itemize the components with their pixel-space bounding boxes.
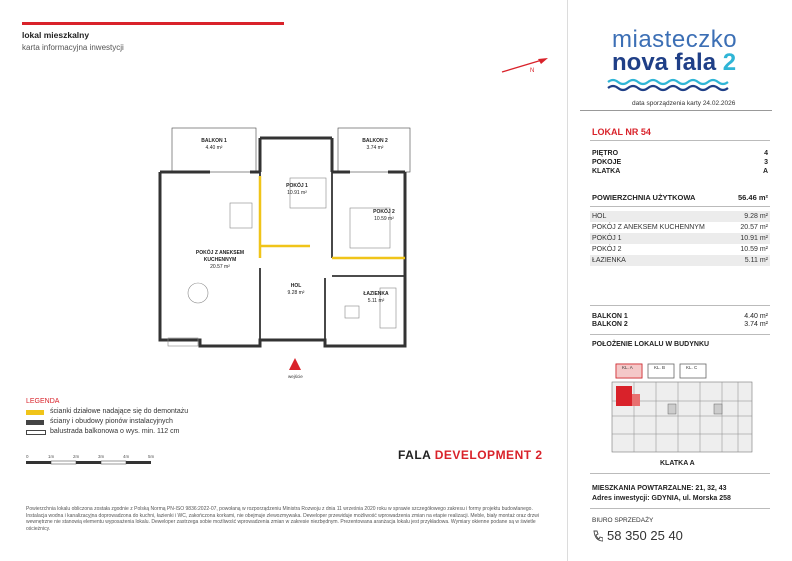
phone-number[interactable]: 58 350 25 40 bbox=[607, 528, 683, 543]
balcony-value: 3.74 m² bbox=[744, 321, 768, 328]
scale-bar bbox=[26, 452, 171, 466]
room-label-living: POKÓJ Z ANEKSEM bbox=[195, 250, 245, 256]
disclaimer-text: Powierzchnia lokalu obliczona została zgodnie z Polską Normą PN-ISO 9836:2022-07, powołaną w rozporządzeniu Ministra Rozwoju z dnia 11 września 2020 roku w sprawie szczegółowego zakresu i formy projektu budowlanego. Instalacja wodna i kanalizacyjna doprowadzona do kuchni, łazienki i WC, zakończona korkami, nie obejmuje zlewozmywaka. Deweloper przewiduje możliwość wprowadzenia zmian na etapie realizacji. Meble, biały montaż oraz drzwi wewnętrzne nie stanowią elementu wyposażenia lokalu. Deweloper zastrzega sobie możliwość wprowadzenia zmian w zakresie niezbędnym. Prezentowana aranżacja lokalu jest przykładowa. Wymiary okienne podane są w świetle ościeżnicy. bbox=[26, 506, 540, 532]
room-row-value: 10.91 m² bbox=[740, 234, 768, 242]
date-underline bbox=[580, 110, 772, 111]
page-title: lokal mieszkalny bbox=[22, 30, 90, 40]
room-row-value: 10.59 m² bbox=[740, 245, 768, 253]
entrance-icon bbox=[289, 358, 301, 370]
phone-icon bbox=[592, 530, 603, 542]
room-area-bathroom: 5.11 m² bbox=[367, 298, 385, 304]
section-divider bbox=[590, 305, 770, 306]
floor-plan bbox=[150, 108, 440, 393]
info-value-floor: 4 bbox=[764, 150, 768, 157]
north-label: N bbox=[530, 68, 535, 74]
column-divider bbox=[567, 0, 568, 561]
building-location-map bbox=[604, 356, 764, 456]
legend-title: LEGENDA bbox=[26, 398, 60, 405]
room-row-label: POKÓJ Z ANEKSEM KUCHENNYM bbox=[592, 223, 705, 231]
location-caption: KLATKA A bbox=[660, 460, 695, 467]
lokal-number: LOKAL NR 54 bbox=[592, 127, 651, 137]
logo-line2 bbox=[612, 49, 736, 77]
balcony-value: 4.40 m² bbox=[744, 313, 768, 320]
logo-number: 2 bbox=[722, 49, 737, 76]
balcony-label: BALKON 1 bbox=[592, 313, 628, 320]
area-value: 56.46 m² bbox=[737, 193, 768, 202]
stair-label: KL. B bbox=[654, 365, 666, 370]
room-label-bathroom: ŁAZIENKA bbox=[363, 291, 389, 297]
section-divider bbox=[590, 206, 770, 207]
date-label: data sporządzenia karty 24.02.2026 bbox=[632, 100, 736, 107]
logo-waves-icon bbox=[604, 78, 734, 92]
legend-item: ścianki działowe nadające się do demontażu bbox=[50, 408, 189, 415]
section-divider bbox=[590, 140, 770, 141]
room-label-pokoj2: POKÓJ 2 bbox=[373, 209, 395, 215]
room-row-value: 5.11 m² bbox=[744, 256, 768, 264]
north-arrow-icon bbox=[500, 55, 550, 77]
sales-office-label: BIURO SPRZEDAŻY bbox=[592, 517, 654, 524]
scale-tick: 0 bbox=[26, 454, 29, 459]
room-row bbox=[590, 222, 770, 233]
legend-swatch-demountable bbox=[26, 410, 44, 415]
scale-tick: 5m bbox=[148, 454, 155, 459]
logo-line1: miasteczko bbox=[612, 26, 738, 53]
room-row-label: HOL bbox=[592, 212, 607, 220]
room-row-label: ŁAZIENKA bbox=[592, 256, 626, 264]
room-row bbox=[590, 255, 770, 266]
balcony-label: BALKON 2 bbox=[592, 321, 628, 328]
entrance-label: wejście bbox=[288, 374, 303, 379]
location-title: POŁOŻENIE LOKALU W BUDYNKU bbox=[592, 341, 710, 348]
legend-swatch-balustrade bbox=[26, 430, 46, 435]
room-area-balcony1: 4.40 m² bbox=[205, 145, 223, 151]
area-label: POWIERZCHNIA UŻYTKOWA bbox=[592, 193, 696, 202]
page-subtitle: karta informacyjna inwestycji bbox=[22, 43, 124, 52]
header-accent-bar bbox=[22, 22, 284, 25]
room-row bbox=[590, 244, 770, 255]
room-row-label: POKÓJ 1 bbox=[592, 234, 622, 242]
room-label-hol: HOL bbox=[290, 283, 302, 289]
info-label-stair: KLATKA bbox=[592, 168, 621, 175]
info-label-floor: PIĘTRO bbox=[592, 150, 619, 157]
room-row-value: 9.28 m² bbox=[744, 212, 768, 220]
room-row-label: POKÓJ 2 bbox=[592, 245, 622, 253]
info-value-stair: A bbox=[762, 168, 768, 175]
room-area-hol: 9.28 m² bbox=[287, 290, 305, 296]
legend-item: ściany i obudowy pionów instalacyjnych bbox=[50, 418, 173, 425]
room-row-value: 20.57 m² bbox=[740, 223, 768, 231]
logo-text: nova fala bbox=[612, 49, 717, 76]
room-area-living: 20.57 m² bbox=[210, 264, 230, 270]
brand-highlight: DEVELOPMENT 2 bbox=[434, 448, 543, 462]
room-label-pokoj1: POKÓJ 1 bbox=[286, 183, 308, 189]
stair-label: KL. A bbox=[622, 365, 633, 370]
scale-tick: 4m bbox=[123, 454, 130, 459]
legend-item: balustrada balkonowa o wys. min. 112 cm bbox=[50, 428, 180, 435]
section-divider bbox=[590, 473, 770, 474]
scale-tick: 2m bbox=[73, 454, 80, 459]
scale-tick: 1m bbox=[48, 454, 55, 459]
info-label-rooms: POKOJE bbox=[592, 159, 622, 166]
brand-text: FALA bbox=[398, 448, 435, 462]
room-row bbox=[590, 211, 770, 222]
room-label-living-2: KUCHENNYM bbox=[203, 257, 237, 263]
room-area-pokoj1: 10.91 m² bbox=[287, 190, 307, 196]
investment-address: Adres inwestycji: GDYNIA, ul. Morska 258 bbox=[592, 495, 731, 502]
room-label-balcony2: BALKON 2 bbox=[362, 138, 388, 144]
stair-label: KL. C bbox=[686, 365, 698, 370]
room-label-balcony1: BALKON 1 bbox=[201, 138, 227, 144]
section-divider bbox=[590, 334, 770, 335]
repeated-units: MIESZKANIA POWTARZALNE: 21, 32, 43 bbox=[592, 485, 727, 492]
room-area-balcony2: 3.74 m² bbox=[366, 145, 384, 151]
info-value-rooms: 3 bbox=[764, 159, 768, 166]
section-divider bbox=[590, 508, 770, 509]
brand-label bbox=[398, 448, 543, 462]
room-row bbox=[590, 233, 770, 244]
legend-swatch-walls bbox=[26, 420, 44, 425]
scale-tick: 3m bbox=[98, 454, 105, 459]
room-area-pokoj2: 10.59 m² bbox=[374, 216, 394, 222]
